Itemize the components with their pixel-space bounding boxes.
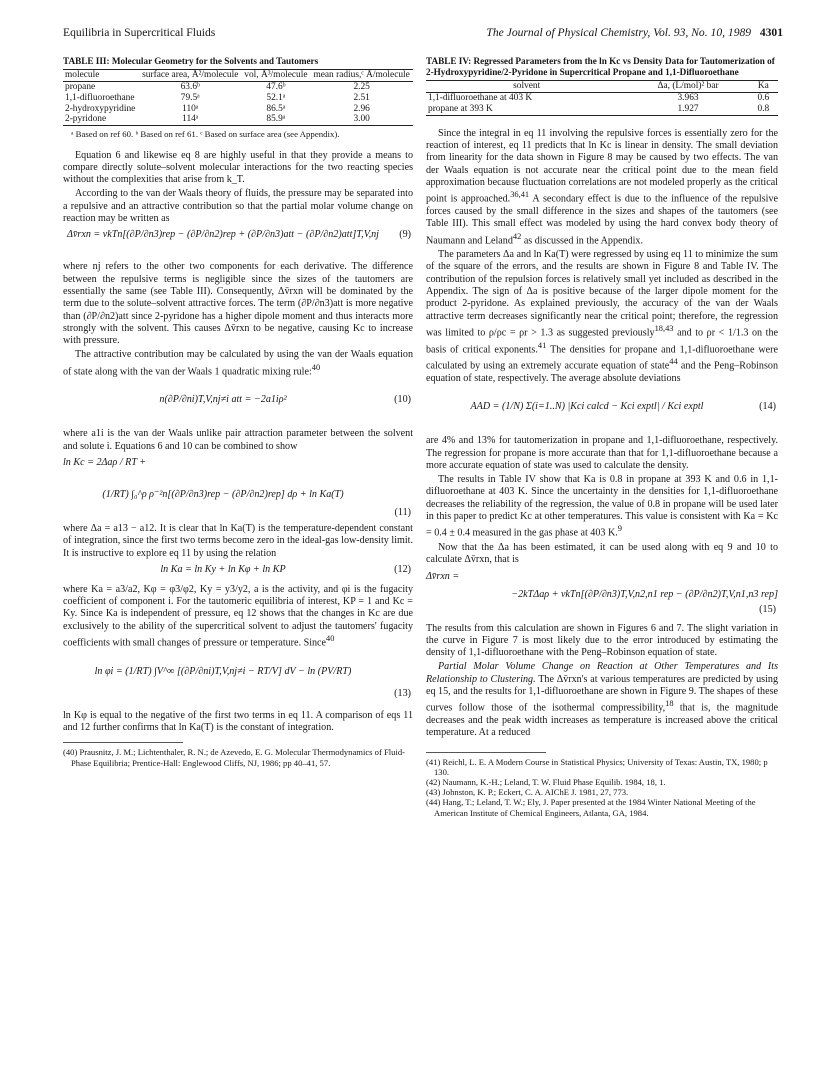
equation-15-first-line	[426, 571, 778, 585]
equation-11-first-line	[63, 457, 413, 473]
table-row	[63, 104, 413, 115]
paragraph	[426, 474, 778, 540]
section-heading: Partial Molar Volume Change on Reaction at Other Temperatures and Its Relationship to Clustering.	[426, 661, 778, 685]
table3	[63, 69, 413, 126]
equation-number: (9)	[399, 229, 411, 241]
paragraph-text: as discussed in the Appendix.	[523, 234, 643, 246]
citation: 36,41	[510, 190, 530, 200]
table-cell: 0.8	[749, 104, 778, 115]
equation-expression: ln φi = (1/RT) ∫V^∞ [(∂P/∂ni)T,V,nj≠i − RT/V] dV − ln (PV/RT)	[94, 665, 352, 677]
citation: 44	[669, 357, 678, 367]
equation-number: (11)	[394, 507, 411, 518]
reference: (42) Naumann, K.-H.; Leland, T. W. Fluid Phase Equilib. 1984, 18, 1.	[426, 777, 666, 787]
footnote-divider	[63, 742, 183, 743]
table-cell: 1.927	[627, 104, 748, 115]
paragraph: Now that the Δa has been estimated, it can be used along with eq 9 and 10 to calculate Δv̄rxn, that is	[426, 541, 778, 566]
table3-caption: TABLE III: Molecular Geometry for the Solvents and Tautomers	[63, 56, 319, 66]
table-row	[426, 104, 778, 115]
citation: 18,43	[654, 323, 674, 333]
paragraph-text: that is, the magnitude decreases and the peak width increases as temperature is increased above the critical temperature. At a reduced	[426, 702, 778, 739]
equation-number: (14)	[759, 401, 776, 413]
table-cell: 63.6ᵇ	[139, 82, 242, 93]
table-cell: 47.6ᵇ	[242, 82, 311, 93]
reference: (43) Johnston, K. P.; Eckert, C. A. AIChE J. 1981, 27, 773.	[426, 787, 629, 798]
equation-number: (12)	[394, 563, 411, 575]
table-row	[63, 114, 413, 125]
paragraph	[426, 249, 778, 385]
table-row	[426, 93, 778, 104]
table-cell: 110ᵃ	[182, 103, 199, 114]
table4-caption: TABLE IV: Regressed Parameters from the ln Kc vs Density Data for Tautomerization of 2-Hydroxypyridine/2-Pyridone in Supercritical Propane and 1,1-Difluoroethane	[426, 56, 775, 78]
equation-expression: ln Ka = ln Ky + ln Kφ + ln KP	[160, 563, 286, 575]
paragraph-text: where Ka = a3/a2, Kφ = φ3/φ2, Ky = y3/y2, a is the activity, and φi is the fugacity coefficient of component i. For the tautomeric equilibria of interest, KP = 1 and Kc = Ky. Since Ka is independent of pressure, eq 12 shows that the changes in Kc are due exclusively to the ability of the supercritical solvent to adjust the tautomers' fugacity coefficients with small changes of pressure or temperature. Since	[63, 583, 413, 649]
right-column	[426, 56, 778, 818]
paragraph-text: The results in Table IV show that Ka is 0.8 in propane at 393 K and 0.6 in 1,1-difluoroethane at 403 K. Since the uncertainty in the densities for 1,1-difluoroethane decreases the reliability of the regression, the value of 0.8 in propane will be used later in this paper to predict Kc at other temperatures. This value is consistent with Ka = Kc = 0.4 ± 0.4 measured in the gas phase at 403 K.	[426, 474, 778, 539]
paragraph-text: and to ρr < 1/1.3 on the basis of critical exponents.	[426, 327, 779, 355]
table3-header-surface: surface area, Å²/molecule	[139, 70, 242, 82]
table-cell: 2.25	[310, 82, 413, 93]
equation-expression: Δv̄rxn =	[426, 570, 460, 582]
paragraph-text: and the Peng–Robinson equation of state, respectively. The average absolute deviations	[426, 360, 778, 384]
paragraph	[63, 349, 413, 378]
paragraph-text: Since the integral in eq 11 involving the repulsive forces is essentially zero for the reaction of interest, eq 11 predicts that ln Kc is linear in density. The small deviation from linearity for the data shown in Figure 8 may be caused by two effects. The van der Waals equation is not accurate near the critical point due to the mean field approximation because fluctuation correlations are not modeled properly as the critical point is approached.	[426, 127, 778, 205]
running-header-journal	[486, 26, 783, 39]
paragraph: The results from this calculation are shown in Figures 6 and 7. The slight variation in the curve in Figure 7 is most likely due to the error introduced by estimating the density of 1,1-difluoroethane with the Peng–Robinson equation of state.	[426, 622, 778, 659]
table-row	[63, 82, 413, 93]
paragraph-text: A secondary effect is due to the influence of the repulsive forces caused by the small difference in the sizes and shapes of the tautomers (see Table III). This small effect was modeled by using the hard convex body theory of Naumann and Leland	[426, 193, 778, 246]
table-cell: 79.5ᵃ	[180, 92, 200, 103]
equation-expression: ln Kc = 2Δaρ / RT +	[63, 457, 147, 468]
paragraph: where nj refers to the other two components for each derivative. The difference between the repulsive terms is negligible since the sizes of the tautomers are essentially the same (see Table III). Consequently, Δv̄rxn will be dominated by the term due to the solute–solvent attractive forces. The term (∂P/∂n3)att is more negative than (∂P/∂n2)att since 2-pyridone has a higher dipole moment and thus interacts more strongly with the solvent. This causes Δv̄rxn to be negative, causing Kc to increase with pressure.	[63, 261, 413, 347]
equation-expression: −2kTΔaρ + vkTn[(∂P/∂n3)T,V,n2,n1 rep − (∂P/∂n2)T,V,n1,n3 rep]	[511, 588, 778, 600]
journal-citation: The Journal of Physical Chemistry, Vol. 93, No. 10, 1989	[486, 26, 752, 39]
paragraph-text: The attractive contribution may be calculated by using the van der Waals equation of state along with the van der Waals 1 quadratic mixing rule:	[63, 349, 413, 378]
table-cell: 2-hydroxypyridine	[65, 103, 136, 114]
reference: (40) Prausnitz, J. M.; Lichtenthaler, R. N.; de Azevedo, E. G. Molecular Thermodynamics of Fluid-Phase Equilibria; Prentice-Hall: Englewood Cliffs, NJ, 1986; pp 40–41, 57.	[63, 747, 405, 768]
equation-number: (10)	[394, 394, 411, 406]
paragraph	[63, 584, 413, 650]
table3-header-radius: mean radius,ᶜ Å/molecule	[310, 70, 413, 82]
paragraph	[426, 661, 778, 739]
equation-12	[63, 564, 413, 580]
paragraph-text: The Δv̄rxn's at various temperatures are predicted by using eq 15, and the results for 1,1-difluoroethane are shown in Figure 9. The shapes of these curves follow those of the isothermal compressibility,	[426, 673, 779, 714]
equation-expression: Δv̄rxn = vkTn[(∂P/∂n3)rep − (∂P/∂n2)rep + (∂P/∂n3)att − (∂P/∂n2)att]T,V,nj	[67, 229, 379, 241]
citation: 40	[326, 634, 335, 644]
table-cell: propane	[63, 82, 139, 93]
table-cell: 1,1-difluoroethane	[65, 92, 135, 103]
table4	[426, 80, 778, 115]
paragraph	[426, 128, 778, 247]
table3-footnote: ᵃ Based on ref 60. ᵇ Based on ref 61. ᶜ Based on surface area (see Appendix).	[71, 129, 340, 140]
table3-header-vol: vol, Å³/molecule	[242, 70, 311, 82]
table-cell: 114ᵃ	[139, 114, 242, 125]
footnote-divider	[426, 752, 546, 753]
equation-number: (13)	[394, 687, 411, 699]
equation-expression: n(∂P/∂ni)T,V,nj≠i att = −2a1iρ²	[159, 394, 287, 406]
paragraph: where Δa = a13 − a12. It is clear that ln Ka(T) is the temperature-dependent constant of integration, since the first two terms become zero in the ideal-gas low-density limit. It is instructive to explore eq 11 by using the relation	[63, 523, 413, 559]
table-cell: 86.5ᵃ	[266, 103, 286, 114]
left-column	[63, 56, 413, 768]
equation-13	[63, 654, 413, 706]
paragraph-text: The densities for propane and 1,1-difluoroethane were calculated by using an extremely accurate equation of state	[426, 343, 779, 372]
table4-header-delta-a: Δa, (L/mol)² bar	[627, 81, 748, 93]
table-cell: 3.00	[310, 114, 413, 125]
reference: (41) Reichl, L. E. A Modern Course in Statistical Physics; University of Texas: Austin, TX, 1980; p 130.	[426, 756, 768, 777]
table4-header-solvent: solvent	[426, 81, 627, 93]
citation: 18	[665, 699, 674, 709]
table-cell: 52.1ᵃ	[266, 92, 286, 103]
page-number: 4301	[759, 26, 783, 39]
equation-number: (15)	[759, 603, 776, 615]
equation-15	[426, 589, 778, 619]
citation: 40	[311, 362, 321, 372]
table-cell: 1,1-difluoroethane at 403 K	[426, 93, 627, 104]
paragraph: are 4% and 13% for tautomerization in propane and 1,1-difluoroethane, respectively. The regression for propane is more accurate than that for 1,1-difluoroethane because a more accurate equation of state was used to calculate the density.	[426, 435, 778, 471]
equation-expression: AAD = (1/N) Σ(i=1..N) |Kci calcd − Kci exptl| / Kci exptl	[470, 401, 704, 413]
paragraph: Equation 6 and likewise eq 8 are highly useful in that they provide a means to compare directly solute–solvent molecular interactions for the two reacting species without the complexities that arise from k_T.	[63, 149, 413, 186]
citation: 9	[617, 524, 622, 534]
reference: (44) Hang, T.; Leland, T. W.; Ely, J. Paper presented at the 1984 Winter National Meeting of the American Institute of Chemical Engineers, Atlanta, GA, 1984.	[426, 797, 756, 818]
equation-expression: (1/RT) ∫₀^ρ ρ⁻²n[(∂P/∂n3)rep − (∂P/∂n2)rep] dρ + ln Ka(T)	[102, 489, 344, 500]
table-row	[63, 93, 413, 104]
table-cell: 2.51	[353, 92, 370, 103]
paragraph-text: The parameters Δa and ln Ka(T) were regressed by using eq 11 to minimize the sum of the square of the errors, and the results are shown in Figure 8 and Table IV. The contribution of the repulsion forces is relatively small yet included as described in the Appendix. The sign of Δa is positive because of the larger dipole moment for the product 2-pyridone. As explained previously, the accuracy of the van der Waals attractive term decreases significantly near the critical point; therefore, the regression was limited to ρ/ρc = ρr > 1.3 as suggested previously	[426, 249, 778, 339]
table-cell: 2.96	[353, 103, 370, 114]
citation: 42	[512, 231, 522, 241]
table-cell: 2-pyridone	[63, 114, 139, 125]
table-cell: 85.9ᵃ	[242, 114, 311, 125]
equation-10	[63, 382, 413, 424]
table-cell: 3.963	[627, 93, 748, 104]
paragraph: ln Kφ is equal to the negative of the first two terms in eq 11. A comparison of eqs 11 and 12 further confirms that ln Ka(T) is the constant of integration.	[63, 709, 413, 734]
paragraph: where a1i is the van der Waals unlike pair attraction parameter between the solvent and solute i. Equations 6 and 10 can be combined to show	[63, 428, 413, 452]
equation-9	[63, 229, 413, 257]
table3-header-molecule: molecule	[63, 70, 139, 82]
paragraph: According to the van der Waals theory of fluids, the pressure may be separated into a repulsive and an attractive contribution so that the partial molar volume change on reaction may be written as	[63, 188, 413, 225]
running-header-title: Equilibria in Supercritical Fluids	[63, 26, 216, 39]
citation: 41	[537, 340, 547, 350]
equation-14	[426, 389, 778, 431]
equation-11	[63, 477, 413, 519]
table4-header-ka: Ka	[749, 81, 778, 93]
table-cell: propane at 393 K	[426, 104, 627, 115]
table-cell: 0.6	[749, 93, 778, 104]
